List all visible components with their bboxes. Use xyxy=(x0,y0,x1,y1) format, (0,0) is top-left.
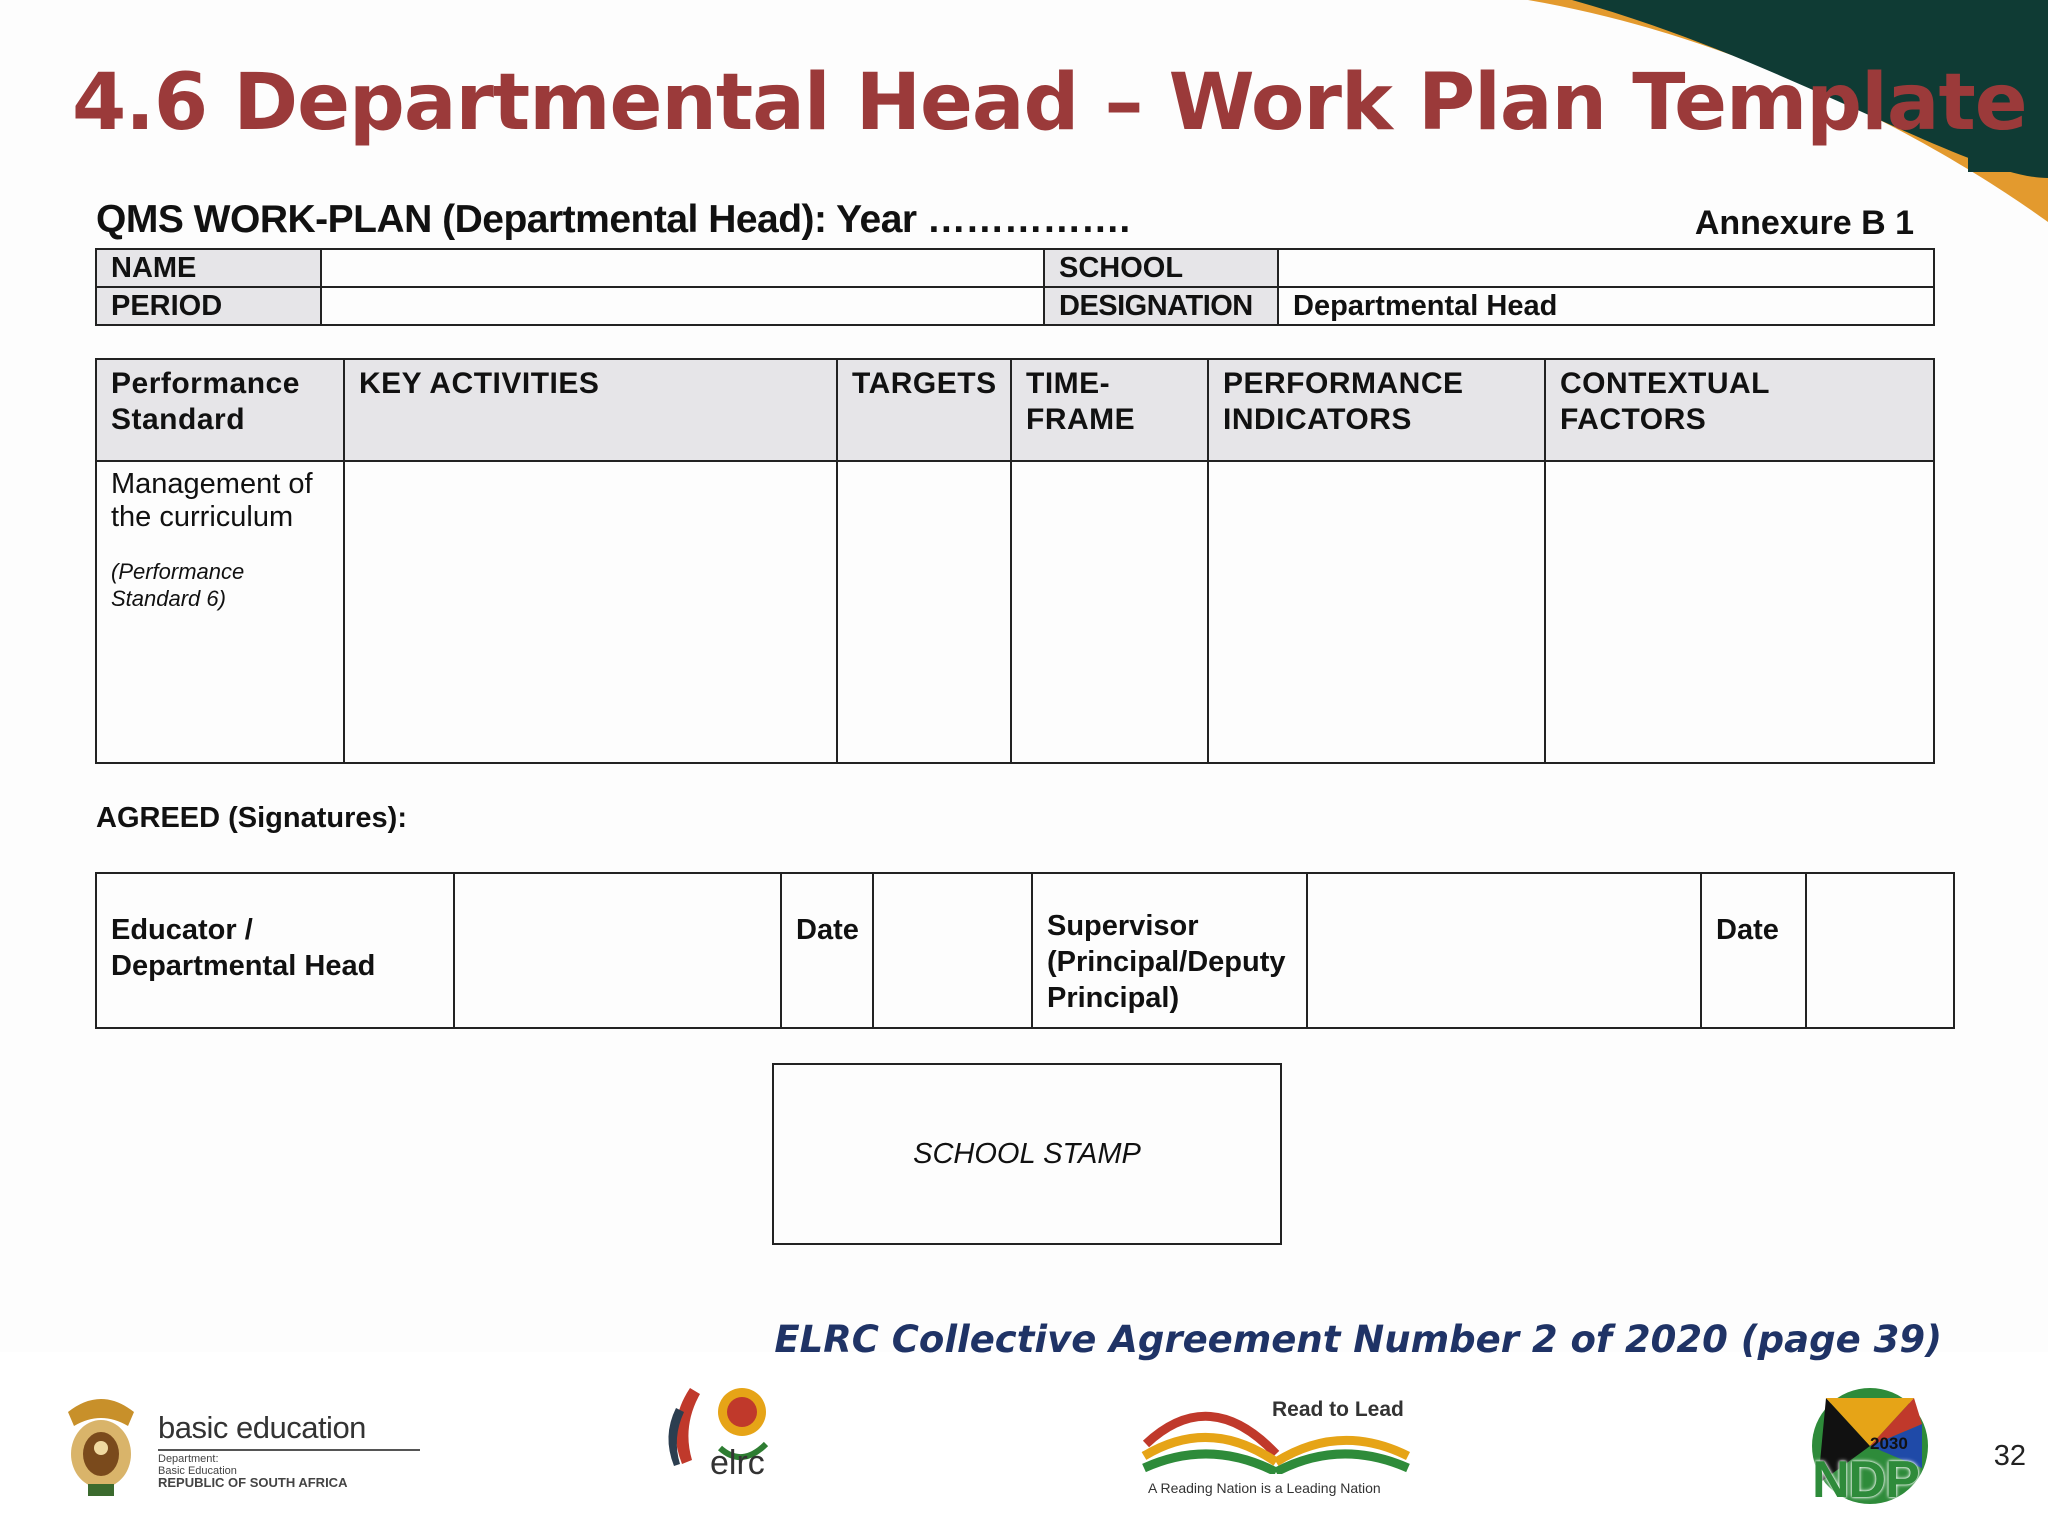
signatures-table xyxy=(95,872,1955,1029)
table-row xyxy=(96,249,1934,287)
table-row xyxy=(96,873,1954,1028)
work-plan-table xyxy=(95,358,1935,764)
school-stamp-label: SCHOOL STAMP xyxy=(913,1137,1141,1170)
designation-value: Departmental Head xyxy=(1278,287,1934,325)
table-row xyxy=(96,287,1934,325)
name-label: NAME xyxy=(96,249,321,287)
read-to-lead-tagline: A Reading Nation is a Leading Nation xyxy=(1148,1480,1381,1496)
ndp-year: 2030 xyxy=(1870,1434,1908,1453)
performance-indicators-cell[interactable] xyxy=(1208,461,1545,763)
date-label-educator: Date xyxy=(781,873,873,1028)
col-header-key-activities: KEY ACTIVITIES xyxy=(344,359,837,461)
slide-title: 4.6 Departmental Head – Work Plan Template xyxy=(72,58,2027,148)
col-header-performance-indicators: PERFORMANCE INDICATORS xyxy=(1208,359,1545,461)
agreed-label: AGREED (Signatures): xyxy=(96,802,407,834)
performance-standard-text: Management of the curriculum xyxy=(111,468,313,533)
period-label: PERIOD xyxy=(96,287,321,325)
dbe-name: basic education xyxy=(158,1410,366,1445)
table-row xyxy=(96,461,1934,763)
supervisor-label: Supervisor (Principal/Deputy Principal) xyxy=(1032,873,1307,1028)
dbe-subtext-3: REPUBLIC OF SOUTH AFRICA xyxy=(158,1475,348,1490)
annexure-label: Annexure B 1 xyxy=(1694,204,1914,242)
col-header-time-frame: TIME-FRAME xyxy=(1011,359,1208,461)
supervisor-signature-field[interactable] xyxy=(1307,873,1701,1028)
ndp-logo xyxy=(1800,1384,1940,1510)
coat-of-arms-icon xyxy=(58,1392,144,1502)
name-field[interactable] xyxy=(321,249,1044,287)
open-book-icon xyxy=(1140,1394,1412,1474)
form-title: QMS WORK-PLAN (Departmental Head): Year ……………. xyxy=(96,198,1130,241)
performance-standard-cell xyxy=(96,461,344,763)
educator-date-field[interactable] xyxy=(873,873,1032,1028)
col-header-targets: TARGETS xyxy=(837,359,1011,461)
elrc-logo xyxy=(660,1378,788,1508)
info-table xyxy=(95,248,1935,326)
school-stamp-box xyxy=(772,1063,1282,1245)
dbe-subtext-2: Basic Education xyxy=(158,1465,237,1477)
read-to-lead-logo xyxy=(1140,1390,1412,1502)
dbe-divider xyxy=(158,1449,420,1451)
col-header-contextual-factors: CONTEXTUAL FACTORS xyxy=(1545,359,1934,461)
dbe-logo xyxy=(58,1392,378,1502)
educator-label: Educator / Departmental Head xyxy=(96,873,454,1028)
performance-standard-note: (Performance Standard 6) xyxy=(111,559,245,611)
page-number: 32 xyxy=(1993,1440,2026,1472)
dbe-subtext-1: Department: xyxy=(158,1453,219,1465)
period-field[interactable] xyxy=(321,287,1044,325)
targets-cell[interactable] xyxy=(837,461,1011,763)
contextual-factors-cell[interactable] xyxy=(1545,461,1934,763)
ndp-name: NDP xyxy=(1812,1451,1919,1509)
designation-label: DESIGNATION xyxy=(1044,287,1278,325)
school-label: SCHOOL xyxy=(1044,249,1278,287)
elrc-name: elrc xyxy=(710,1444,765,1482)
table-header-row xyxy=(96,359,1934,461)
dbe-subtext xyxy=(158,1453,347,1489)
key-activities-cell[interactable] xyxy=(344,461,837,763)
time-frame-cell[interactable] xyxy=(1011,461,1208,763)
read-to-lead-title: Read to Lead xyxy=(1272,1398,1404,1421)
date-label-supervisor: Date xyxy=(1701,873,1806,1028)
supervisor-date-field[interactable] xyxy=(1806,873,1954,1028)
source-citation: ELRC Collective Agreement Number 2 of 2020 (page 39) xyxy=(774,1318,1942,1361)
educator-signature-field[interactable] xyxy=(454,873,781,1028)
school-field[interactable] xyxy=(1278,249,1934,287)
col-header-performance-standard: Performance Standard xyxy=(96,359,344,461)
